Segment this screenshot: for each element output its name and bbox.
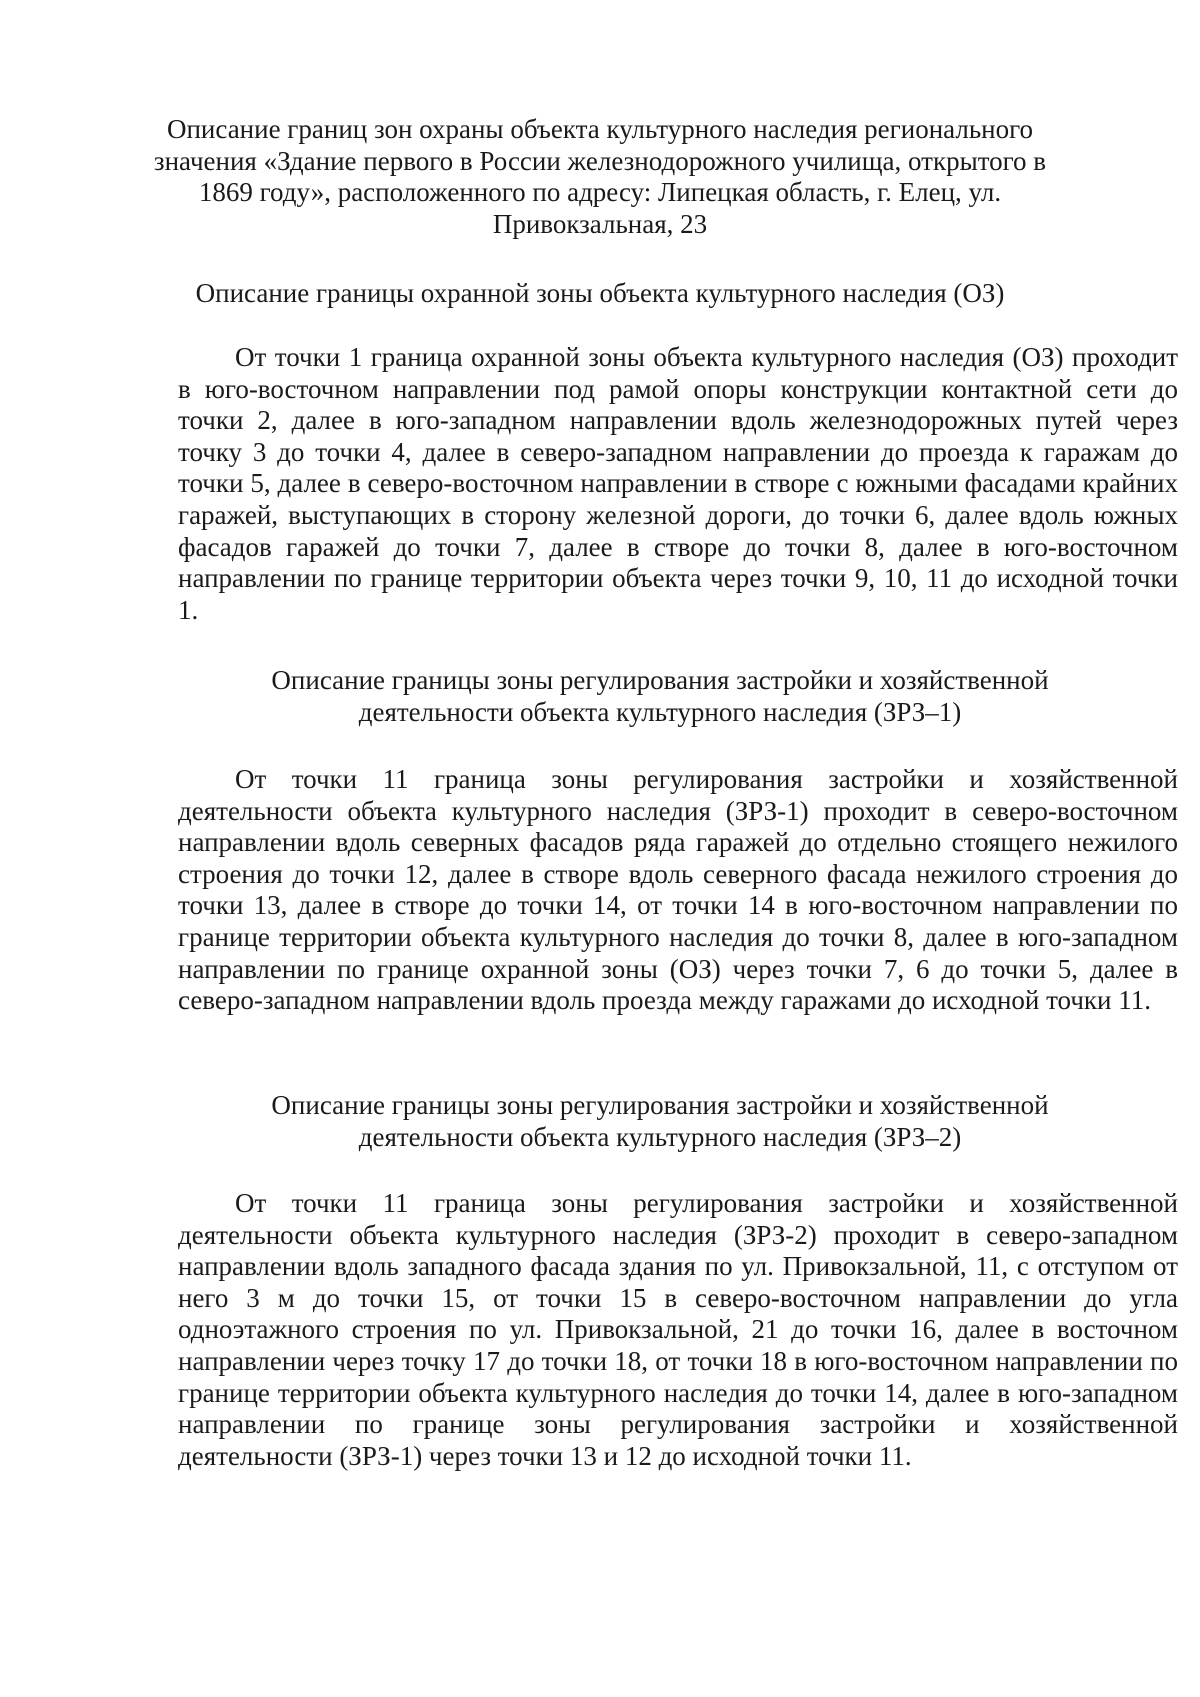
section-text-zrz-1: От точки 11 граница зоны регулирования застройки и хозяйственной деятельности объекта культурного наследия (ЗРЗ-1) проходит в северо-восточном направлении вдоль северных фасадов ряда гаражей до отдельно стоящего нежилого строения до точки 12, далее в створе вдоль северного фасада нежилого строения до точки 13, далее в створе до точки 14, от точки 14 в юго-восточном направлении по границе территории объекта культурного наследия до точки 8, далее в юго-западном направлении по границе охранной зоны (ОЗ) через точки 7, 6 до точки 5, далее в северо-западном направлении вдоль проезда между гаражами до исходной точки 11. [178, 764, 1178, 1016]
section-heading-zrz-1: Описание границы зоны регулирования застройки и хозяйственной деятельности объекта культурного наследия (ЗРЗ–1) [271, 665, 1049, 727]
section-heading-oz: Описание границы охранной зоны объекта культурного наследия (ОЗ) [195, 278, 1005, 308]
section-text-oz: От точки 1 граница охранной зоны объекта культурного наследия (ОЗ) проходит в юго-восточном направлении под рамой опоры конструкции контактной сети до точки 2, далее в юго-западном направлении вдоль железнодорожных путей через точку 3 до точки 4, далее в северо-западном направлении до проезда к гаражам до точки 5, далее в северо-восточном направлении в створе с южными фасадами крайних гаражей, выступающих в сторону железной дороги, до точки 6, далее вдоль южных фасадов гаражей до точки 7, далее в створе до точки 8, далее в юго-восточном направлении по границе территории объекта через точки 9, 10, 11 до исходной точки 1. [178, 342, 1178, 625]
document-title: Описание границ зон охраны объекта культурного наследия регионального значения «Здание первого в России железнодорожного училища, открытого в 1869 году», расположенного по адресу: Липецкая область, г. Елец, ул. Привокзальная, 23 [153, 114, 1047, 239]
section-heading-zrz-2: Описание границы зоны регулирования застройки и хозяйственной деятельности объекта культурного наследия (ЗРЗ–2) [271, 1090, 1049, 1152]
section-text-zrz-2: От точки 11 граница зоны регулирования застройки и хозяйственной деятельности объекта культурного наследия (ЗРЗ-2) проходит в северо-западном направлении вдоль западного фасада здания по ул. Привокзальной, 11, с отступом от него 3 м до точки 15, от точки 15 в северо-восточном направлении до угла одноэтажного строения по ул. Привокзальной, 21 до точки 16, далее в восточном направлении через точку 17 до точки 18, от точки 18 в юго-восточном направлении по границе территории объекта культурного наследия до точки 14, далее в юго-западном направлении по границе зоны регулирования застройки и хозяйственной деятельности (ЗРЗ-1) через точки 13 и 12 до исходной точки 11. [178, 1188, 1178, 1471]
